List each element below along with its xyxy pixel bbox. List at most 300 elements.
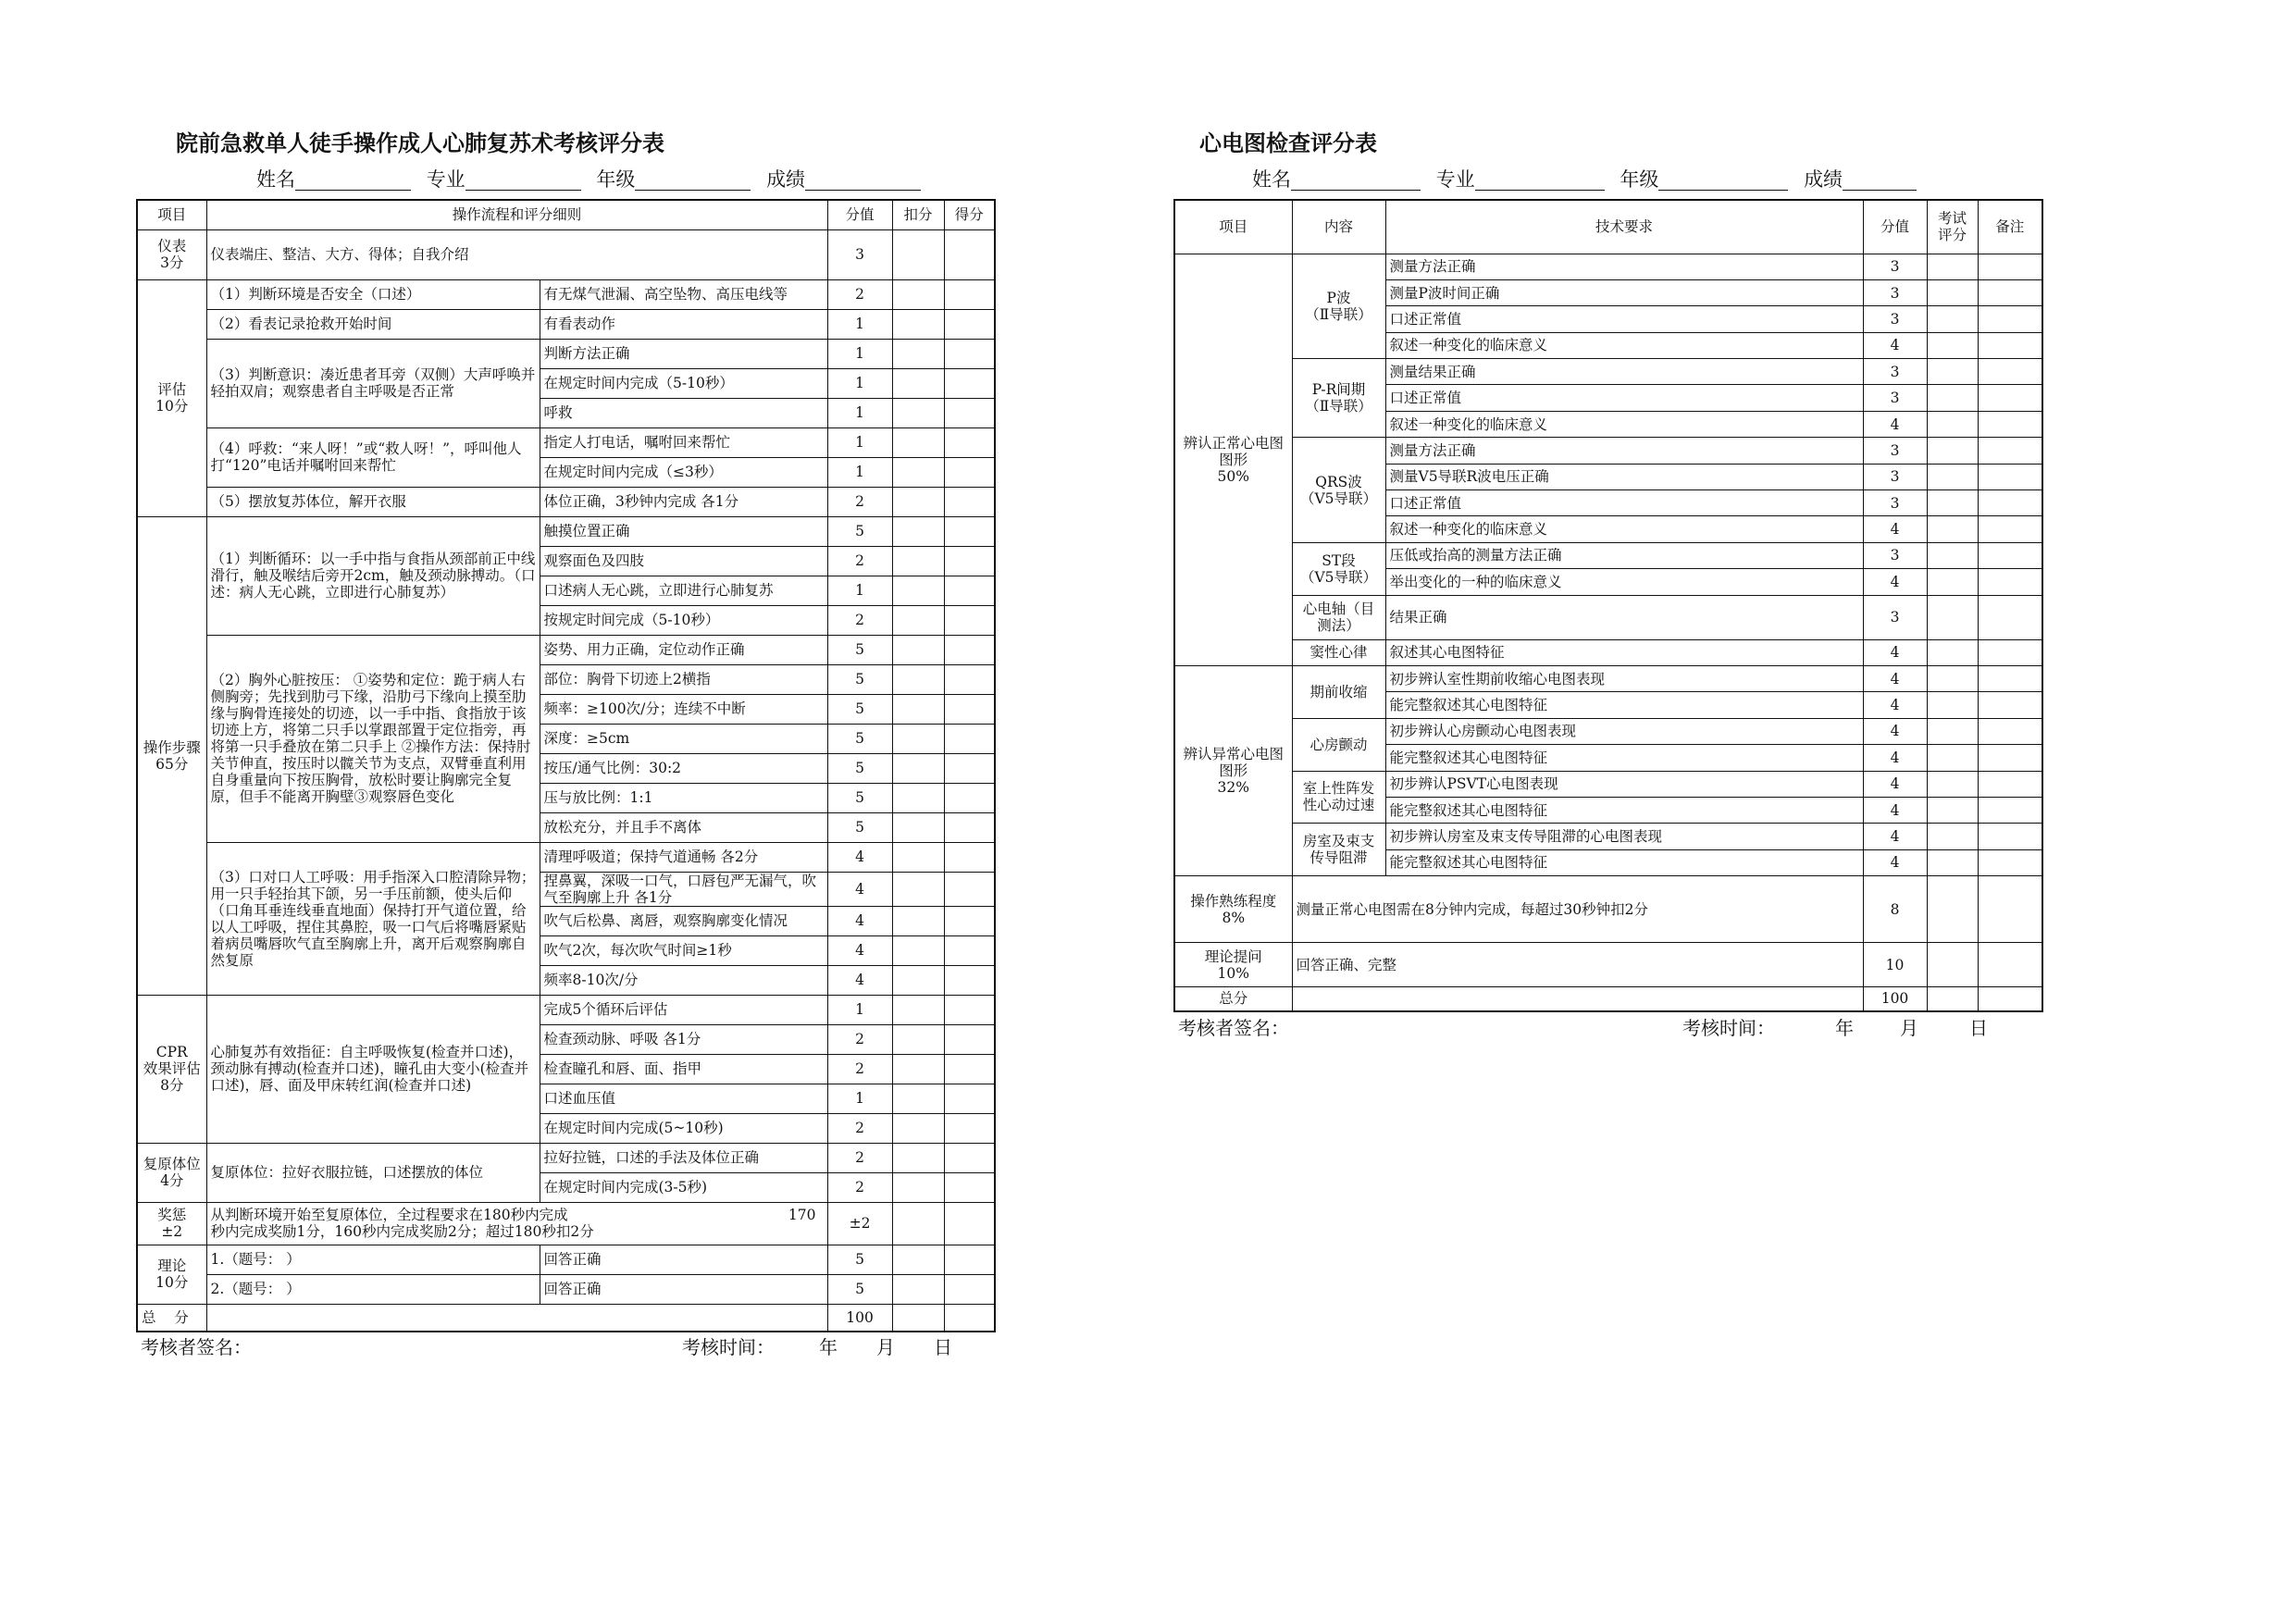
requirement-points: 4 xyxy=(1863,665,1927,691)
table-row xyxy=(1174,718,2042,744)
criterion-text: 在规定时间内完成(5~10秒) xyxy=(540,1113,827,1143)
criterion-points: 1 xyxy=(827,427,892,457)
criterion-points: 5 xyxy=(827,783,892,812)
score-entry-cell[interactable] xyxy=(892,576,944,605)
requirement-text: 能完整叙述其心电图特征 xyxy=(1385,745,1863,771)
score-entry-cell[interactable] xyxy=(1927,411,1978,437)
requirement-text: 举出变化的一种的临床意义 xyxy=(1385,569,1863,595)
score-entry-cell[interactable] xyxy=(892,965,944,995)
criterion-points: 2 xyxy=(827,1024,892,1054)
score-entry-cell[interactable] xyxy=(892,812,944,842)
requirement-text: 能完整叙述其心电图特征 xyxy=(1385,797,1863,823)
criterion-points: 2 xyxy=(827,1143,892,1172)
year-label: 年 xyxy=(819,1336,838,1358)
criterion-points: 5 xyxy=(827,724,892,753)
requirement-points: 4 xyxy=(1863,771,1927,797)
score-entry-cell[interactable] xyxy=(944,546,995,576)
criterion-text: 放松充分，并且手不离体 xyxy=(540,812,827,842)
requirement-text: 口述正常值 xyxy=(1385,490,1863,516)
requirement-text: 测量方法正确 xyxy=(1385,438,1863,464)
table-row xyxy=(137,1202,995,1245)
score-entry-cell[interactable] xyxy=(892,1113,944,1143)
score-entry-cell[interactable] xyxy=(892,935,944,965)
score-entry-cell[interactable] xyxy=(944,1054,995,1084)
criterion-points: 1 xyxy=(827,309,892,339)
criterion-text: 吹气后松鼻、离唇，观察胸廓变化情况 xyxy=(540,906,827,935)
score-entry-cell[interactable] xyxy=(944,1024,995,1054)
criterion-text: 有无煤气泄漏、高空坠物、高压电线等 xyxy=(540,279,827,309)
score-entry-cell[interactable] xyxy=(944,1245,995,1274)
score-entry-cell[interactable] xyxy=(892,694,944,724)
criterion-text: 拉好拉链，口述的手法及体位正确 xyxy=(540,1143,827,1172)
header-points: 分值 xyxy=(1863,200,1927,254)
criterion-text: 完成5个循环后评估 xyxy=(540,995,827,1024)
criterion-points: 2 xyxy=(827,605,892,635)
score-entry-cell[interactable] xyxy=(1978,692,2042,718)
criterion-points: 1 xyxy=(827,339,892,368)
score-entry-cell[interactable] xyxy=(892,906,944,935)
score-entry-cell[interactable] xyxy=(1978,306,2042,332)
score-entry-cell[interactable] xyxy=(892,309,944,339)
score-entry-cell[interactable] xyxy=(1978,542,2042,568)
criterion-points: ±2 xyxy=(827,1202,892,1245)
score-entry-cell[interactable] xyxy=(892,753,944,783)
ecg-student-info xyxy=(1173,160,2042,199)
table-row xyxy=(137,339,995,368)
ecg-signature-line xyxy=(1173,1012,2042,1044)
header-process: 操作流程和评分细则 xyxy=(206,200,827,229)
procedure-step: （4）呼救：“来人呀！”或“救人呀！”，呼叫他人打“120”电话并嘱咐回来帮忙 xyxy=(206,427,540,487)
header-exam-score: 考试 评分 xyxy=(1927,200,1978,254)
score-entry-cell[interactable] xyxy=(944,339,995,368)
requirement-points: 3 xyxy=(1863,464,1927,489)
requirement-points: 3 xyxy=(1863,359,1927,385)
examiner-label: 考核者签名： xyxy=(1178,1016,1289,1039)
criterion-points: 5 xyxy=(827,753,892,783)
criterion-text: 有看表动作 xyxy=(540,309,827,339)
criterion-points: 1 xyxy=(827,1084,892,1113)
criterion-points: 5 xyxy=(827,635,892,664)
table-row xyxy=(1174,665,2042,691)
score-entry-cell[interactable] xyxy=(1978,639,2042,665)
criterion-points: 4 xyxy=(827,965,892,995)
score-entry-cell[interactable] xyxy=(1927,849,1978,875)
content-label: P-R间期 （Ⅱ导联） xyxy=(1292,359,1385,438)
procedure-step: （1）判断循环：以一手中指与食指从颈部前正中线滑行，触及喉结后旁开2cm，触及颈动脉搏动。（口述：病人无心跳，立即进行心肺复苏） xyxy=(206,516,540,635)
section-item-label: 仪表 3分 xyxy=(137,229,206,279)
score-entry-cell[interactable] xyxy=(944,783,995,812)
score-label: 成绩 xyxy=(1804,168,1843,191)
score-entry-cell[interactable] xyxy=(1978,516,2042,542)
score-entry-cell[interactable] xyxy=(892,1172,944,1202)
procedure-step: 仪表端庄、整洁、大方、得体；自我介绍 xyxy=(206,229,827,279)
score-entry-cell[interactable] xyxy=(892,1054,944,1084)
criterion-text: 口述血压值 xyxy=(540,1084,827,1113)
content-label: P波 （Ⅱ导联） xyxy=(1292,254,1385,359)
requirement-text: 测量V5导联R波电压正确 xyxy=(1385,464,1863,489)
score-entry-cell[interactable] xyxy=(892,487,944,516)
criterion-points: 2 xyxy=(827,1054,892,1084)
score-entry-cell[interactable] xyxy=(1927,332,1978,358)
section-item-label: 辨认正常心电图图形 50% xyxy=(1174,254,1292,665)
requirement-points: 10 xyxy=(1863,943,1927,987)
requirement-text: 口述正常值 xyxy=(1385,385,1863,411)
criterion-points: 2 xyxy=(827,279,892,309)
score-entry-cell[interactable] xyxy=(1927,692,1978,718)
table-row xyxy=(137,1274,995,1304)
score-entry-cell[interactable] xyxy=(1978,359,2042,385)
criterion-text: 观察面色及四肢 xyxy=(540,546,827,576)
criterion-text: 深度：≥5cm xyxy=(540,724,827,753)
name-field[interactable] xyxy=(1291,171,1421,191)
score-entry-cell[interactable] xyxy=(1927,797,1978,823)
table-row xyxy=(1174,200,2042,254)
score-entry-cell[interactable] xyxy=(944,516,995,546)
criterion-text: 频率8-10次/分 xyxy=(540,965,827,995)
criterion-text: 回答正确 xyxy=(540,1245,827,1274)
total-blank xyxy=(206,1304,827,1332)
score-entry-cell[interactable] xyxy=(1978,464,2042,489)
score-entry-cell[interactable] xyxy=(892,605,944,635)
score-entry-cell[interactable] xyxy=(1927,876,1978,943)
score-entry-cell[interactable] xyxy=(944,1143,995,1172)
score-entry-cell[interactable] xyxy=(944,1202,995,1245)
criterion-text: 指定人打电话，嘱咐回来帮忙 xyxy=(540,427,827,457)
cpr-signature-line xyxy=(136,1332,994,1362)
score-entry-cell[interactable] xyxy=(1927,306,1978,332)
score-entry-cell[interactable] xyxy=(944,1084,995,1113)
score-entry-cell[interactable] xyxy=(944,1172,995,1202)
score-entry-cell[interactable] xyxy=(944,995,995,1024)
score-entry-cell[interactable] xyxy=(1927,745,1978,771)
score-entry-cell[interactable] xyxy=(1927,359,1978,385)
bonus-rule-line: 秒内完成奖励1分，160秒内完成奖励2分；超过180秒扣2分 xyxy=(210,1223,594,1240)
score-entry-cell[interactable] xyxy=(944,753,995,783)
criterion-points: 4 xyxy=(827,935,892,965)
score-entry-cell[interactable] xyxy=(892,635,944,664)
criterion-text: 口述病人无心跳，立即进行心肺复苏 xyxy=(540,576,827,605)
score-entry-cell[interactable] xyxy=(1978,279,2042,305)
criterion-points: 2 xyxy=(827,546,892,576)
score-entry-cell[interactable] xyxy=(1978,385,2042,411)
score-entry-cell[interactable] xyxy=(1978,745,2042,771)
section-item-label: 评估 10分 xyxy=(137,279,206,516)
requirement-text xyxy=(1292,987,1863,1011)
score-entry-cell[interactable] xyxy=(944,1113,995,1143)
score-entry-cell[interactable] xyxy=(1978,595,2042,639)
score-entry-cell[interactable] xyxy=(1978,254,2042,279)
requirement-text: 能完整叙述其心电图特征 xyxy=(1385,692,1863,718)
score-entry-cell[interactable] xyxy=(1978,987,2042,1011)
requirement-points: 4 xyxy=(1863,332,1927,358)
score-entry-cell[interactable] xyxy=(944,812,995,842)
score-entry-cell[interactable] xyxy=(892,398,944,427)
requirement-text: 初步辨认心房颤动心电图表现 xyxy=(1385,718,1863,744)
ecg-score-sheet xyxy=(1173,127,2042,1044)
score-entry-cell[interactable] xyxy=(892,368,944,398)
content-label: 窦性心律 xyxy=(1292,639,1385,665)
procedure-step: （2）胸外心脏按压： ①姿势和定位：跪于病人右侧胸旁；先找到肋弓下缘，沿肋弓下缘向上摸至肋缘与胸骨连接处的切迹，以一手中指、食指放于该切迹上方，将第二只手以掌跟部置于定位指旁，再将第一只手叠放在第二只手上 ②操作方法：保持肘关节伸直，按压时以髋关节为支点，双臂垂直利用自身重量向下按压胸骨，放松时要让胸廓完全复原，但手不能离开胸壁③观察唇色变化 xyxy=(206,635,540,842)
table-row xyxy=(137,200,995,229)
score-entry-cell[interactable] xyxy=(1927,639,1978,665)
score-entry-cell[interactable] xyxy=(1927,438,1978,464)
section-item-label: 操作熟练程度 8% xyxy=(1174,876,1292,943)
table-row xyxy=(137,279,995,309)
score-entry-cell[interactable] xyxy=(1978,849,2042,875)
requirement-text: 回答正确、完整 xyxy=(1292,943,1863,987)
examiner-label: 考核者签名： xyxy=(141,1336,252,1358)
score-entry-cell[interactable] xyxy=(944,279,995,309)
score-entry-cell[interactable] xyxy=(1978,332,2042,358)
score-entry-cell[interactable] xyxy=(892,1084,944,1113)
score-entry-cell[interactable] xyxy=(944,694,995,724)
section-item-label: 操作步骤 65分 xyxy=(137,516,206,995)
major-label: 专业 xyxy=(426,168,465,191)
total-points: 100 xyxy=(827,1304,892,1332)
criterion-text: 捏鼻翼，深吸一口气，口唇包严无漏气，吹气至胸廓上升 各1分 xyxy=(540,872,827,906)
score-entry-cell[interactable] xyxy=(1927,464,1978,489)
header-content: 内容 xyxy=(1292,200,1385,254)
cpr-score-sheet xyxy=(136,127,994,1362)
criterion-text: 频率：≥100次/分；连续不中断 xyxy=(540,694,827,724)
month-label: 月 xyxy=(1900,1016,1918,1039)
score-entry-cell[interactable] xyxy=(892,339,944,368)
criterion-text: 吹气2次，每次吹气时间≥1秒 xyxy=(540,935,827,965)
score-field[interactable] xyxy=(1843,171,1917,191)
score-entry-cell[interactable] xyxy=(944,309,995,339)
score-entry-cell[interactable] xyxy=(944,1304,995,1332)
requirement-points: 3 xyxy=(1863,595,1927,639)
requirement-text: 叙述一种变化的临床意义 xyxy=(1385,411,1863,437)
score-entry-cell[interactable] xyxy=(892,1245,944,1274)
score-entry-cell[interactable] xyxy=(892,1202,944,1245)
score-entry-cell[interactable] xyxy=(944,635,995,664)
score-entry-cell[interactable] xyxy=(892,1143,944,1172)
section-item-label: 辨认异常心电图图形 32% xyxy=(1174,665,1292,875)
score-entry-cell[interactable] xyxy=(944,487,995,516)
score-entry-cell[interactable] xyxy=(1927,771,1978,797)
table-row xyxy=(137,635,995,664)
requirement-points: 3 xyxy=(1863,306,1927,332)
criterion-text: 体位正确，3秒钟内完成 各1分 xyxy=(540,487,827,516)
major-field[interactable] xyxy=(465,171,581,191)
score-field[interactable] xyxy=(805,171,921,191)
section-item-label: 复原体位 4分 xyxy=(137,1143,206,1202)
score-entry-cell[interactable] xyxy=(1978,771,2042,797)
score-entry-cell[interactable] xyxy=(944,664,995,694)
table-row xyxy=(137,309,995,339)
score-entry-cell[interactable] xyxy=(1927,718,1978,744)
content-label: 期前收缩 xyxy=(1292,665,1385,718)
exam-time-label: 考核时间： xyxy=(682,1336,775,1358)
criterion-points: 4 xyxy=(827,872,892,906)
requirement-text: 叙述其心电图特征 xyxy=(1385,639,1863,665)
score-entry-cell[interactable] xyxy=(1927,516,1978,542)
score-entry-cell[interactable] xyxy=(892,457,944,487)
table-row xyxy=(137,1304,995,1332)
score-entry-cell[interactable] xyxy=(1927,254,1978,279)
month-label: 月 xyxy=(876,1336,895,1358)
table-row xyxy=(137,427,995,457)
score-entry-cell[interactable] xyxy=(944,906,995,935)
score-entry-cell[interactable] xyxy=(944,965,995,995)
requirement-points: 4 xyxy=(1863,639,1927,665)
section-item-label: CPR 效果评估 8分 xyxy=(137,995,206,1143)
score-entry-cell[interactable] xyxy=(892,1274,944,1304)
score-entry-cell[interactable] xyxy=(1927,943,1978,987)
criterion-text: 姿势、用力正确，定位动作正确 xyxy=(540,635,827,664)
score-entry-cell[interactable] xyxy=(892,1304,944,1332)
content-label: 室上性阵发性心动过速 xyxy=(1292,771,1385,824)
requirement-points: 8 xyxy=(1863,876,1927,943)
score-entry-cell[interactable] xyxy=(1927,824,1978,849)
score-entry-cell[interactable] xyxy=(944,872,995,906)
score-entry-cell[interactable] xyxy=(892,546,944,576)
requirement-points: 4 xyxy=(1863,411,1927,437)
requirement-text: 测量结果正确 xyxy=(1385,359,1863,385)
criterion-text: 在规定时间内完成（5-10秒） xyxy=(540,368,827,398)
table-row xyxy=(1174,824,2042,849)
score-entry-cell[interactable] xyxy=(892,842,944,872)
requirement-points: 3 xyxy=(1863,542,1927,568)
requirement-points: 4 xyxy=(1863,718,1927,744)
score-entry-cell[interactable] xyxy=(944,724,995,753)
grade-field[interactable] xyxy=(635,171,751,191)
bonus-penalty-rule xyxy=(206,1202,827,1245)
score-entry-cell[interactable] xyxy=(1978,411,2042,437)
day-label: 日 xyxy=(1969,1016,1988,1039)
requirement-text: 叙述一种变化的临床意义 xyxy=(1385,332,1863,358)
name-label: 姓名 xyxy=(256,168,295,191)
criterion-points: 5 xyxy=(827,1245,892,1274)
criterion-points: 1 xyxy=(827,368,892,398)
bonus-rule-line: 从判断环境开始至复原体位，全过程要求在180秒内完成 xyxy=(210,1207,568,1223)
table-row xyxy=(1174,987,2042,1011)
major-field[interactable] xyxy=(1475,171,1605,191)
criterion-text: 呼救 xyxy=(540,398,827,427)
score-entry-cell[interactable] xyxy=(944,229,995,279)
criterion-text: 检查瞳孔和唇、面、指甲 xyxy=(540,1054,827,1084)
score-entry-cell[interactable] xyxy=(1978,943,2042,987)
requirement-points: 4 xyxy=(1863,692,1927,718)
score-entry-cell[interactable] xyxy=(1927,542,1978,568)
score-entry-cell[interactable] xyxy=(1927,490,1978,516)
name-field[interactable] xyxy=(295,171,411,191)
procedure-step: （3）判断意识：凑近患者耳旁（双侧）大声呼唤并轻拍双肩；观察患者自主呼吸是否正常 xyxy=(206,339,540,427)
criterion-text: 在规定时间内完成(3-5秒) xyxy=(540,1172,827,1202)
criterion-points: 2 xyxy=(827,1113,892,1143)
requirement-points: 4 xyxy=(1863,569,1927,595)
score-entry-cell[interactable] xyxy=(892,279,944,309)
table-row xyxy=(1174,771,2042,797)
score-entry-cell[interactable] xyxy=(1978,569,2042,595)
score-entry-cell[interactable] xyxy=(1927,665,1978,691)
score-entry-cell[interactable] xyxy=(944,1274,995,1304)
table-row xyxy=(1174,542,2042,568)
score-entry-cell[interactable] xyxy=(944,398,995,427)
table-row xyxy=(137,487,995,516)
score-entry-cell[interactable] xyxy=(1978,490,2042,516)
score-entry-cell[interactable] xyxy=(944,576,995,605)
score-entry-cell[interactable] xyxy=(892,872,944,906)
section-item-label: 总分 xyxy=(1174,987,1292,1011)
score-entry-cell[interactable] xyxy=(944,457,995,487)
requirement-text: 初步辨认房室及束支传导阻滞的心电图表现 xyxy=(1385,824,1863,849)
score-entry-cell[interactable] xyxy=(892,724,944,753)
criterion-points: 1 xyxy=(827,995,892,1024)
score-entry-cell[interactable] xyxy=(1978,718,2042,744)
score-entry-cell[interactable] xyxy=(892,783,944,812)
criterion-text: 回答正确 xyxy=(540,1274,827,1304)
requirement-points: 3 xyxy=(1863,490,1927,516)
table-row xyxy=(1174,254,2042,279)
criterion-text: 部位：胸骨下切迹上2横指 xyxy=(540,664,827,694)
score-entry-cell[interactable] xyxy=(944,427,995,457)
criterion-points: 1 xyxy=(827,457,892,487)
score-entry-cell[interactable] xyxy=(944,935,995,965)
score-entry-cell[interactable] xyxy=(1978,438,2042,464)
criterion-points: 4 xyxy=(827,842,892,872)
criterion-points: 5 xyxy=(827,812,892,842)
requirement-text: 测量P波时间正确 xyxy=(1385,279,1863,305)
ecg-score-table xyxy=(1173,199,2043,1012)
criterion-points: 3 xyxy=(827,229,892,279)
year-label: 年 xyxy=(1835,1016,1854,1039)
score-entry-cell[interactable] xyxy=(1927,569,1978,595)
table-row xyxy=(1174,595,2042,639)
requirement-points: 3 xyxy=(1863,254,1927,279)
table-row xyxy=(137,1245,995,1274)
score-entry-cell[interactable] xyxy=(892,516,944,546)
requirement-points: 4 xyxy=(1863,516,1927,542)
score-entry-cell[interactable] xyxy=(944,605,995,635)
score-entry-cell[interactable] xyxy=(1978,876,2042,943)
requirement-text: 测量正常心电图需在8分钟内完成，每超过30秒钟扣2分 xyxy=(1292,876,1863,943)
grade-field[interactable] xyxy=(1658,171,1788,191)
score-label: 成绩 xyxy=(766,168,806,191)
score-entry-cell[interactable] xyxy=(1978,824,2042,849)
score-entry-cell[interactable] xyxy=(1927,279,1978,305)
score-entry-cell[interactable] xyxy=(892,995,944,1024)
score-entry-cell[interactable] xyxy=(944,842,995,872)
score-entry-cell[interactable] xyxy=(892,427,944,457)
score-entry-cell[interactable] xyxy=(1978,665,2042,691)
requirement-points: 3 xyxy=(1863,279,1927,305)
score-entry-cell[interactable] xyxy=(944,368,995,398)
requirement-text: 叙述一种变化的临床意义 xyxy=(1385,516,1863,542)
content-label: ST段 （V5导联） xyxy=(1292,542,1385,595)
score-entry-cell[interactable] xyxy=(892,664,944,694)
table-row xyxy=(137,1143,995,1172)
table-row xyxy=(1174,876,2042,943)
cpr-sheet-title: 院前急救单人徒手操作成人心肺复苏术考核评分表 xyxy=(176,130,664,156)
score-entry-cell[interactable] xyxy=(892,1024,944,1054)
score-entry-cell[interactable] xyxy=(1927,595,1978,639)
content-label: 心房颤动 xyxy=(1292,718,1385,771)
criterion-text: 按压/通气比例：30:2 xyxy=(540,753,827,783)
header-note: 备注 xyxy=(1978,200,2042,254)
major-label: 专业 xyxy=(1435,168,1475,191)
score-entry-cell[interactable] xyxy=(1927,385,1978,411)
header-item: 项目 xyxy=(137,200,206,229)
score-entry-cell[interactable] xyxy=(1927,987,1978,1011)
requirement-points: 4 xyxy=(1863,824,1927,849)
score-entry-cell[interactable] xyxy=(1978,797,2042,823)
content-label: QRS波 （V5导联） xyxy=(1292,438,1385,543)
score-entry-cell[interactable] xyxy=(892,229,944,279)
table-row xyxy=(137,516,995,546)
requirement-text: 结果正确 xyxy=(1385,595,1863,639)
